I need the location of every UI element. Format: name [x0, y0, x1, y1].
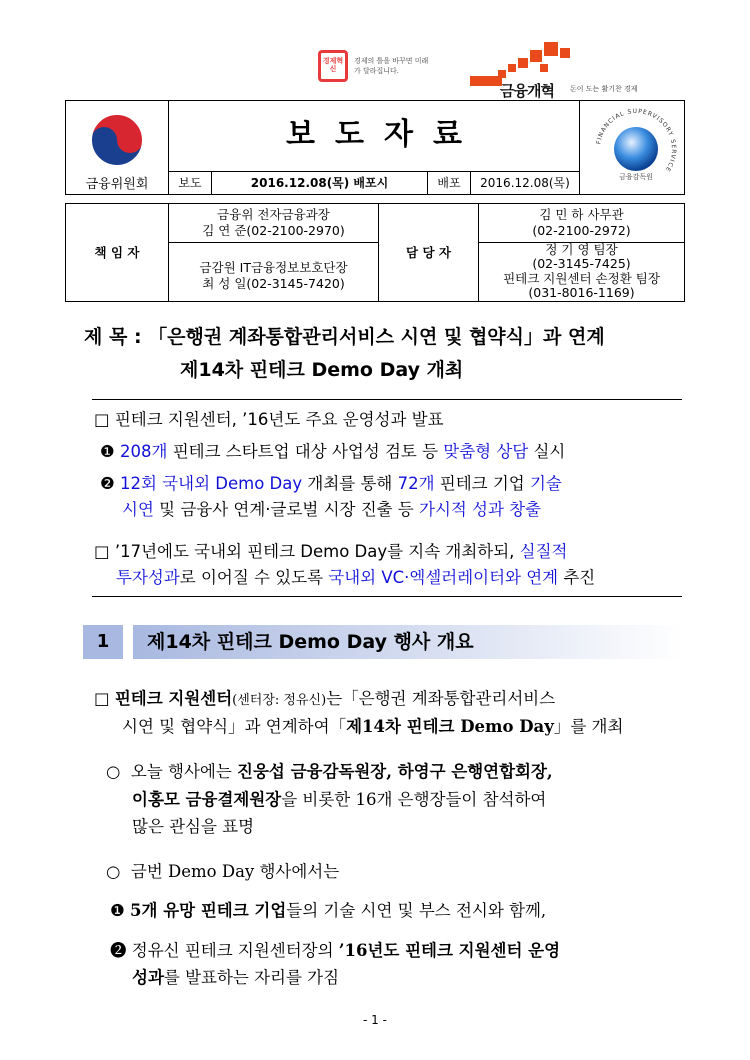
reform-name: 금융개혁	[500, 82, 554, 100]
section-title: 제14차 핀테크 Demo Day 행사 개요	[147, 631, 474, 653]
resp1-dept: 금융위 전자금융과장	[217, 207, 330, 222]
summary-bottom-rule	[92, 596, 682, 597]
body-para-3: ○ 금번 Demo Day 행사에서는	[106, 862, 340, 881]
resp2-contact: 최 성 일(02-3145-7420)	[202, 276, 345, 291]
summary-item-2-cont: 시연 및 금융사 연계·글로벌 시장 진출 등 가시적 성과 창출	[122, 500, 542, 519]
financial-reform-logo	[470, 40, 670, 100]
summary-bullet-2: □ ’17년에도 국내외 핀테크 Demo Day를 지속 개최하되, 실질적	[94, 542, 568, 561]
page-number: - 1 -	[363, 1013, 387, 1027]
resp-label: 책 임 자	[94, 245, 140, 260]
summary-bullet-2-cont: 투자성과로 이어질 수 있도록 국내외 VC·엑셀러레이터와 연계 추진	[116, 568, 596, 587]
resp2-dept: 금감원 IT금융정보보호단장	[199, 260, 348, 275]
fss-emblem-icon	[594, 107, 678, 191]
press-release-header	[65, 100, 685, 195]
innovation-mark-icon: 경제혁신	[318, 50, 348, 82]
body-para-1-cont: 시연 및 협약식」과 연계하여「제14차 핀테크 Demo Day」를 개최	[122, 717, 624, 736]
page-title: 보도자료	[286, 117, 482, 152]
body-para-2-end: 많은 관심을 표명	[132, 817, 255, 836]
staff3-name: 핀테크 지원센터 손정환 팀장	[503, 271, 660, 286]
press-value: 2016.12.08(목) 배포시	[250, 176, 389, 190]
reform-slogan: 돈이 도는 활기찬 경제	[570, 85, 638, 93]
org-name: 금융위원회	[85, 177, 149, 192]
summary-bullet-1: □ 핀테크 지원센터, ’16년도 주요 운영성과 발표	[94, 410, 444, 429]
body-item-2: ❷ 정유신 핀테크 지원센터장의 ’16년도 핀테크 지원센터 운영	[110, 941, 561, 960]
section-number: 1	[83, 625, 123, 659]
release-info-row	[169, 171, 579, 195]
staff-label: 담 당 자	[406, 245, 451, 260]
staff2-phone: (02-3145-7425)	[532, 256, 631, 271]
press-label: 보도	[178, 176, 202, 190]
summary-item-2: ❷ 12회 국내외 Demo Day 개최를 통해 72개 핀테크 기업 기술	[100, 474, 562, 493]
svg-text:FINANCIAL SUPERVISORY SERVICE: FINANCIAL SUPERVISORY SERVICE	[595, 107, 678, 174]
taegeuk-emblem-icon	[88, 111, 146, 169]
reform-accent-bar	[470, 76, 502, 86]
svg-text:금융감독원: 금융감독원	[619, 173, 653, 181]
contact-table	[65, 203, 685, 302]
body-para-1: □ 핀테크 지원센터(센터장: 정유신)는「은행권 계좌통합관리서비스	[94, 689, 556, 708]
dist-value: 2016.12.08(목)	[480, 176, 570, 190]
body-item-2-cont: 성과를 발표하는 자리를 가짐	[132, 968, 340, 987]
body-para-2: ○ 오늘 행사에는 진웅섭 금융감독원장, 하영구 은행연합회장,	[106, 762, 553, 781]
body-item-1: ❶ 5개 유망 핀테크 기업들의 기술 시연 및 부스 전시와 함께,	[110, 901, 547, 920]
summary-item-1: ❶ 208개 핀테크 스타트업 대상 사업성 검토 등 맞춤형 상담 실시	[100, 442, 566, 461]
resp1-contact: 김 연 준(02-2100-2970)	[202, 223, 345, 238]
economic-innovation-logo	[318, 50, 433, 84]
subject-line1: 제 목 : 「은행권 계좌통합관리서비스 시연 및 협약식」과 연계	[84, 326, 605, 348]
staff1-name: 김 민 하 사무관	[539, 207, 624, 222]
subject-line2: 제14차 핀테크 Demo Day 개최	[180, 359, 464, 381]
dist-label: 배포	[437, 176, 461, 190]
staff3-phone: (031-8016-1169)	[528, 285, 635, 300]
body-para-2-cont: 이홍모 금융결제원장을 비롯한 16개 은행장들이 참석하여	[132, 790, 547, 809]
staff2-name: 정 기 영 팀장	[545, 242, 618, 257]
staff1-phone: (02-2100-2972)	[532, 223, 631, 238]
innovation-slogan: 경제의 틀을 바꾸면 미래가 달라집니다.	[354, 57, 429, 75]
subject-prefix: 제 목 :	[84, 326, 142, 348]
summary-top-rule	[92, 399, 682, 400]
